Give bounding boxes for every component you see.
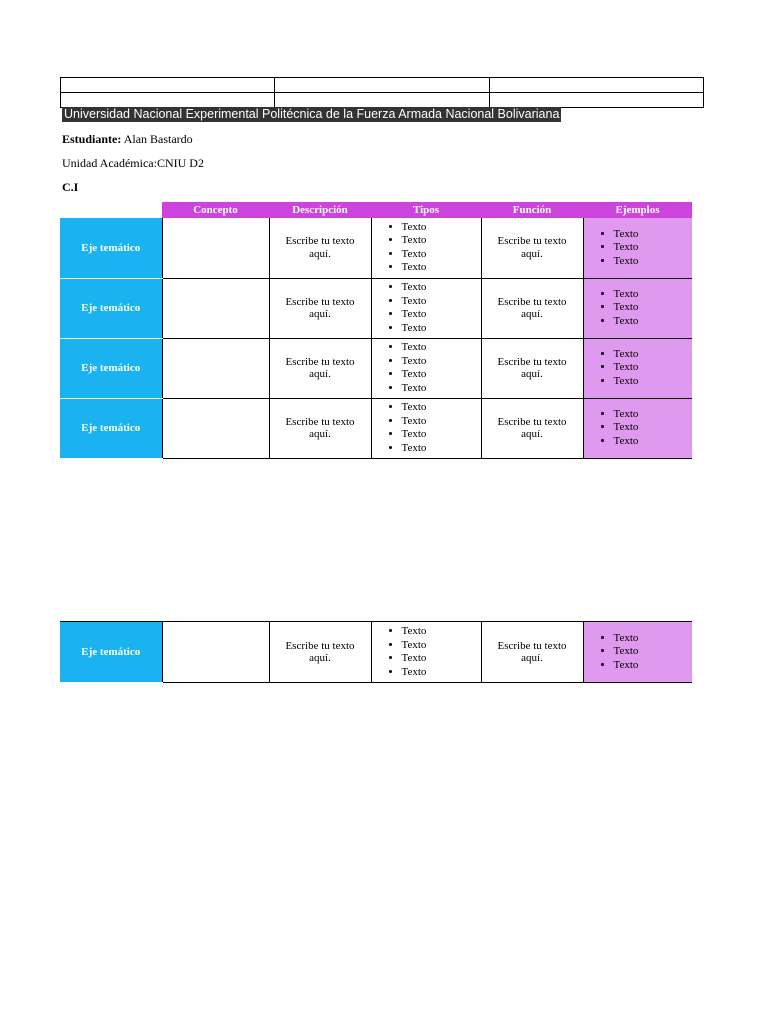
tipos-item: • Texto xyxy=(402,261,481,275)
ejemplos-item: • Texto xyxy=(614,348,693,362)
funcion-text-line: aquí. xyxy=(521,652,543,664)
concepto-cell[interactable] xyxy=(162,278,269,338)
tipos-item: • Texto xyxy=(402,382,481,396)
eje-tematico-cell: Eje temático xyxy=(60,278,162,338)
header-funcion: Función xyxy=(481,202,583,218)
descripcion-text-line: aquí. xyxy=(309,652,331,664)
concepto-cell[interactable] xyxy=(162,622,269,683)
tipos-list xyxy=(372,625,481,679)
tipos-item: • Texto xyxy=(402,428,481,442)
tipos-list xyxy=(372,221,481,275)
ejemplos-list xyxy=(584,348,693,389)
ejemplos-item: • Texto xyxy=(614,408,693,422)
ejemplos-cell[interactable] xyxy=(583,278,692,338)
ejemplos-item: • Texto xyxy=(614,421,693,435)
ejemplos-list xyxy=(584,228,693,269)
tipos-cell[interactable] xyxy=(371,278,481,338)
student-name: Alan Bastardo xyxy=(123,132,193,146)
tipos-item: • Texto xyxy=(402,401,481,415)
funcion-text-line: Escribe tu texto xyxy=(497,235,567,248)
tipos-item: • Texto xyxy=(402,295,481,309)
header-corner xyxy=(60,202,162,218)
funcion-text-line: Escribe tu texto xyxy=(497,415,567,428)
table-row xyxy=(60,278,692,338)
header-tipos: Tipos xyxy=(371,202,481,218)
unit-line: Unidad Académica:CNIU D2 xyxy=(62,156,204,170)
header-empty-table xyxy=(60,77,704,108)
funcion-cell[interactable] xyxy=(481,338,583,398)
descripcion-cell[interactable] xyxy=(269,218,371,278)
eje-tematico-cell: Eje temático xyxy=(60,398,162,458)
ejemplos-item: • Texto xyxy=(614,632,693,646)
ci-label: C.I xyxy=(62,180,79,194)
tipos-item: • Texto xyxy=(402,322,481,336)
ejemplos-item: • Texto xyxy=(614,435,693,449)
tipos-item: • Texto xyxy=(402,355,481,369)
ejemplos-cell[interactable] xyxy=(583,622,692,683)
university-title: Universidad Nacional Experimental Politécnica de la Fuerza Armada Nacional Bolivariana xyxy=(64,107,560,121)
funcion-cell[interactable] xyxy=(481,622,583,683)
descripcion-text-line: aquí. xyxy=(309,428,331,440)
descripcion-text-line: aquí. xyxy=(309,368,331,380)
tipos-item: • Texto xyxy=(402,221,481,235)
descripcion-cell[interactable] xyxy=(269,278,371,338)
tipos-list xyxy=(372,401,481,455)
tipos-cell[interactable] xyxy=(371,218,481,278)
concept-table xyxy=(60,202,692,459)
descripcion-text-line: aquí. xyxy=(309,247,331,260)
table-row xyxy=(60,218,692,278)
eje-tematico-cell: Eje temático xyxy=(60,338,162,398)
ejemplos-item: • Texto xyxy=(614,315,693,329)
tipos-item: • Texto xyxy=(402,652,481,666)
tipos-item: • Texto xyxy=(402,666,481,680)
tipos-item: • Texto xyxy=(402,442,481,456)
funcion-text-line: Escribe tu texto xyxy=(497,295,567,308)
extra-concept-table xyxy=(60,621,692,683)
descripcion-text-line: aquí. xyxy=(309,308,331,320)
descripcion-text-line: Escribe tu texto xyxy=(285,235,355,248)
funcion-text-line: aquí. xyxy=(521,247,543,260)
ejemplos-list xyxy=(584,288,693,329)
header-descripcion: Descripción xyxy=(269,202,371,218)
header-ejemplos: Ejemplos xyxy=(583,202,692,218)
tipos-item: • Texto xyxy=(402,341,481,355)
tipos-cell[interactable] xyxy=(371,622,481,683)
empty-cell xyxy=(489,93,703,108)
empty-cell xyxy=(61,93,275,108)
descripcion-text-line: Escribe tu texto xyxy=(285,355,355,368)
ejemplos-item: • Texto xyxy=(614,659,693,673)
descripcion-cell[interactable] xyxy=(269,338,371,398)
funcion-text-line: aquí. xyxy=(521,368,543,380)
header-concepto: Concepto xyxy=(162,202,269,218)
descripcion-cell[interactable] xyxy=(269,622,371,683)
tipos-list xyxy=(372,341,481,395)
ejemplos-item: • Texto xyxy=(614,361,693,375)
tipos-item: • Texto xyxy=(402,308,481,322)
ejemplos-item: • Texto xyxy=(614,645,693,659)
descripcion-cell[interactable] xyxy=(269,398,371,458)
ejemplos-item: • Texto xyxy=(614,375,693,389)
funcion-cell[interactable] xyxy=(481,218,583,278)
tipos-item: • Texto xyxy=(402,234,481,248)
concepto-cell[interactable] xyxy=(162,338,269,398)
concepto-cell[interactable] xyxy=(162,218,269,278)
eje-tematico-cell: Eje temático xyxy=(60,622,162,683)
student-line xyxy=(62,132,193,147)
ejemplos-item: • Texto xyxy=(614,255,693,269)
tipos-item: • Texto xyxy=(402,281,481,295)
tipos-item: • Texto xyxy=(402,248,481,262)
funcion-cell[interactable] xyxy=(481,398,583,458)
ejemplos-item: • Texto xyxy=(614,228,693,242)
table-row xyxy=(60,622,692,683)
funcion-text-line: Escribe tu texto xyxy=(497,355,567,368)
student-label: Estudiante: xyxy=(62,132,122,146)
tipos-list xyxy=(372,281,481,335)
ejemplos-item: • Texto xyxy=(614,241,693,255)
tipos-item: • Texto xyxy=(402,625,481,639)
table-header-row xyxy=(60,202,692,218)
empty-cell xyxy=(489,78,703,93)
ejemplos-cell[interactable] xyxy=(583,338,692,398)
descripcion-text-line: Escribe tu texto xyxy=(285,639,355,652)
empty-cell xyxy=(61,78,275,93)
ejemplos-item: • Texto xyxy=(614,288,693,302)
empty-cell xyxy=(275,93,489,108)
ejemplos-list xyxy=(584,408,693,449)
tipos-cell[interactable] xyxy=(371,398,481,458)
ejemplos-item: • Texto xyxy=(614,301,693,315)
descripcion-text-line: Escribe tu texto xyxy=(285,415,355,428)
ejemplos-list xyxy=(584,632,693,673)
descripcion-text-line: Escribe tu texto xyxy=(285,295,355,308)
funcion-text-line: aquí. xyxy=(521,428,543,440)
funcion-text-line: Escribe tu texto xyxy=(497,639,567,652)
concepto-cell[interactable] xyxy=(162,398,269,458)
funcion-text-line: aquí. xyxy=(521,308,543,320)
table-row xyxy=(60,398,692,458)
table-row xyxy=(60,338,692,398)
tipos-cell[interactable] xyxy=(371,338,481,398)
tipos-item: • Texto xyxy=(402,639,481,653)
tipos-item: • Texto xyxy=(402,415,481,429)
eje-tematico-cell: Eje temático xyxy=(60,218,162,278)
ejemplos-cell[interactable] xyxy=(583,398,692,458)
empty-cell xyxy=(275,78,489,93)
tipos-item: • Texto xyxy=(402,368,481,382)
funcion-cell[interactable] xyxy=(481,278,583,338)
ejemplos-cell[interactable] xyxy=(583,218,692,278)
